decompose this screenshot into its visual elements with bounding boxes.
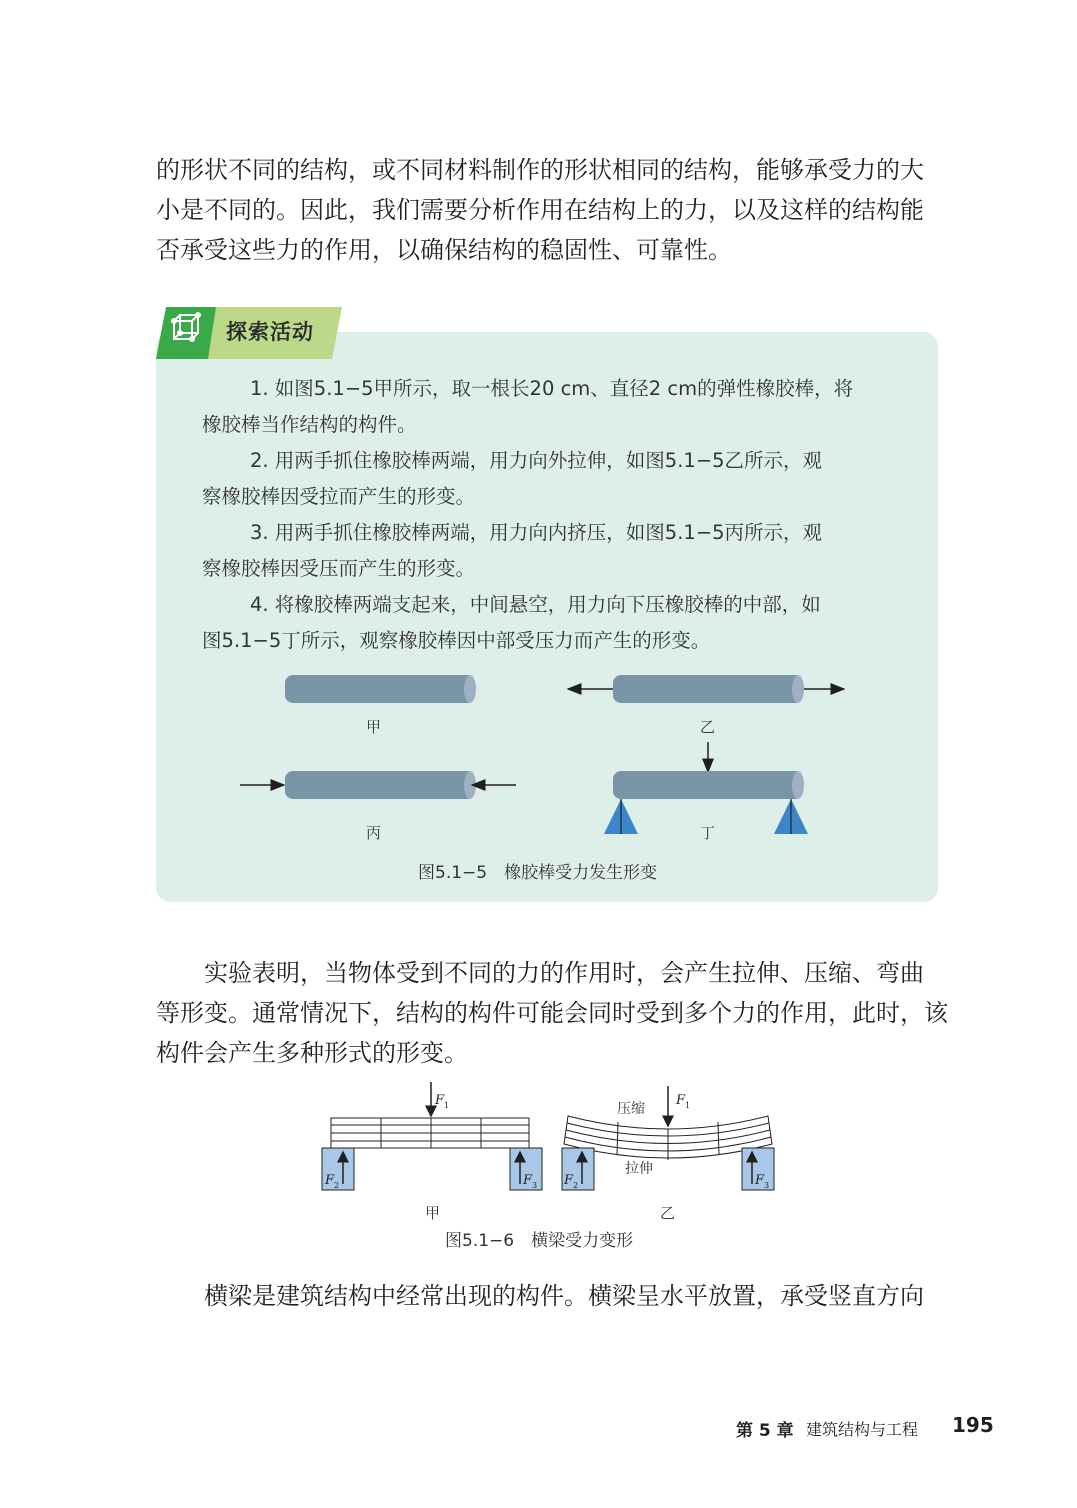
svg-text:2: 2	[573, 1181, 579, 1190]
compress-label: 压缩	[617, 1101, 645, 1117]
svg-text:F: F	[755, 1173, 765, 1188]
svg-text:F: F	[564, 1173, 574, 1188]
explore-step-2	[202, 443, 902, 515]
page-footer	[700, 1412, 994, 1442]
rod-jia	[285, 675, 476, 703]
rod-yi	[568, 675, 844, 703]
explore-step-4	[202, 587, 902, 659]
beam-jia	[331, 1082, 529, 1148]
tension-label: 拉伸	[625, 1161, 653, 1177]
fig2-label-jia: 甲	[425, 1204, 441, 1222]
svg-text:3: 3	[532, 1181, 538, 1190]
step-line: 察橡胶棒因受压而产生的形变。	[202, 557, 476, 580]
paragraph-line: 的形状不同的结构，或不同材料制作的形状相同的结构，能够承受力的大	[156, 156, 924, 184]
fig-label-ding: 丁	[700, 824, 716, 842]
svg-text:2: 2	[334, 1181, 340, 1190]
figure-beam-deformation	[320, 1080, 790, 1200]
step-line: 图5.1−5丁所示，观察橡胶棒因中部受压力而产生的形变。	[202, 629, 711, 652]
step-line: 橡胶棒当作结构的构件。	[202, 413, 417, 436]
body-paragraph-3	[156, 1276, 938, 1316]
paragraph-line: 小是不同的。因此，我们需要分析作用在结构上的力，以及这样的结构能	[156, 196, 924, 224]
footer-chapter-title: 建筑结构与工程	[806, 1420, 919, 1439]
svg-text:F: F	[676, 1093, 686, 1108]
svg-text:F: F	[435, 1093, 445, 1108]
explore-step-1	[202, 371, 902, 443]
paragraph-line: 否承受这些力的作用，以确保结构的稳固性、可靠性。	[156, 236, 732, 264]
rod-bing	[240, 771, 516, 799]
fig2-label-yi: 乙	[660, 1204, 676, 1222]
fig-label-yi: 乙	[700, 718, 716, 736]
body-paragraph-1	[156, 150, 938, 270]
fig-label-bing: 丙	[366, 824, 382, 842]
beam-yi	[564, 1086, 772, 1160]
svg-text:1: 1	[685, 1101, 691, 1110]
figure-caption-5-1-6: 图5.1−6 横梁受力变形	[445, 1231, 634, 1251]
step-line: 1. 如图5.1−5甲所示，取一根长20 cm、直径2 cm的弹性橡胶棒，将	[250, 377, 854, 400]
fig-label-jia: 甲	[366, 718, 382, 736]
rod-ding	[604, 742, 808, 834]
paragraph-line: 等形变。通常情况下，结构的构件可能会同时受到多个力的作用，此时，该	[156, 999, 948, 1027]
step-line: 2. 用两手抓住橡胶棒两端，用力向外拉伸，如图5.1−5乙所示，观	[250, 449, 823, 472]
step-line: 3. 用两手抓住橡胶棒两端，用力向内挤压，如图5.1−5丙所示，观	[250, 521, 823, 544]
page-number: 195	[952, 1413, 994, 1437]
footer-chapter: 第 5 章	[736, 1421, 794, 1441]
figure-rubber-rod	[156, 660, 856, 850]
body-paragraph-2	[156, 953, 948, 1073]
paragraph-line: 横梁是建筑结构中经常出现的构件。横梁呈水平放置，承受竖直方向	[204, 1282, 924, 1310]
svg-text:F: F	[325, 1173, 335, 1188]
step-line: 4. 将橡胶棒两端支起来，中间悬空，用力向下压橡胶棒的中部，如	[250, 593, 821, 616]
paragraph-line: 构件会产生多种形式的形变。	[156, 1039, 468, 1067]
svg-text:1: 1	[444, 1101, 450, 1110]
explore-step-3	[202, 515, 902, 587]
step-line: 察橡胶棒因受拉而产生的形变。	[202, 485, 476, 508]
svg-text:F: F	[523, 1173, 533, 1188]
explore-title: 探索活动	[226, 320, 314, 344]
figure-caption-5-1-5: 图5.1−5 橡胶棒受力发生形变	[418, 863, 658, 883]
paragraph-line: 实验表明，当物体受到不同的力的作用时，会产生拉伸、压缩、弯曲	[204, 959, 924, 987]
svg-text:3: 3	[764, 1181, 770, 1190]
